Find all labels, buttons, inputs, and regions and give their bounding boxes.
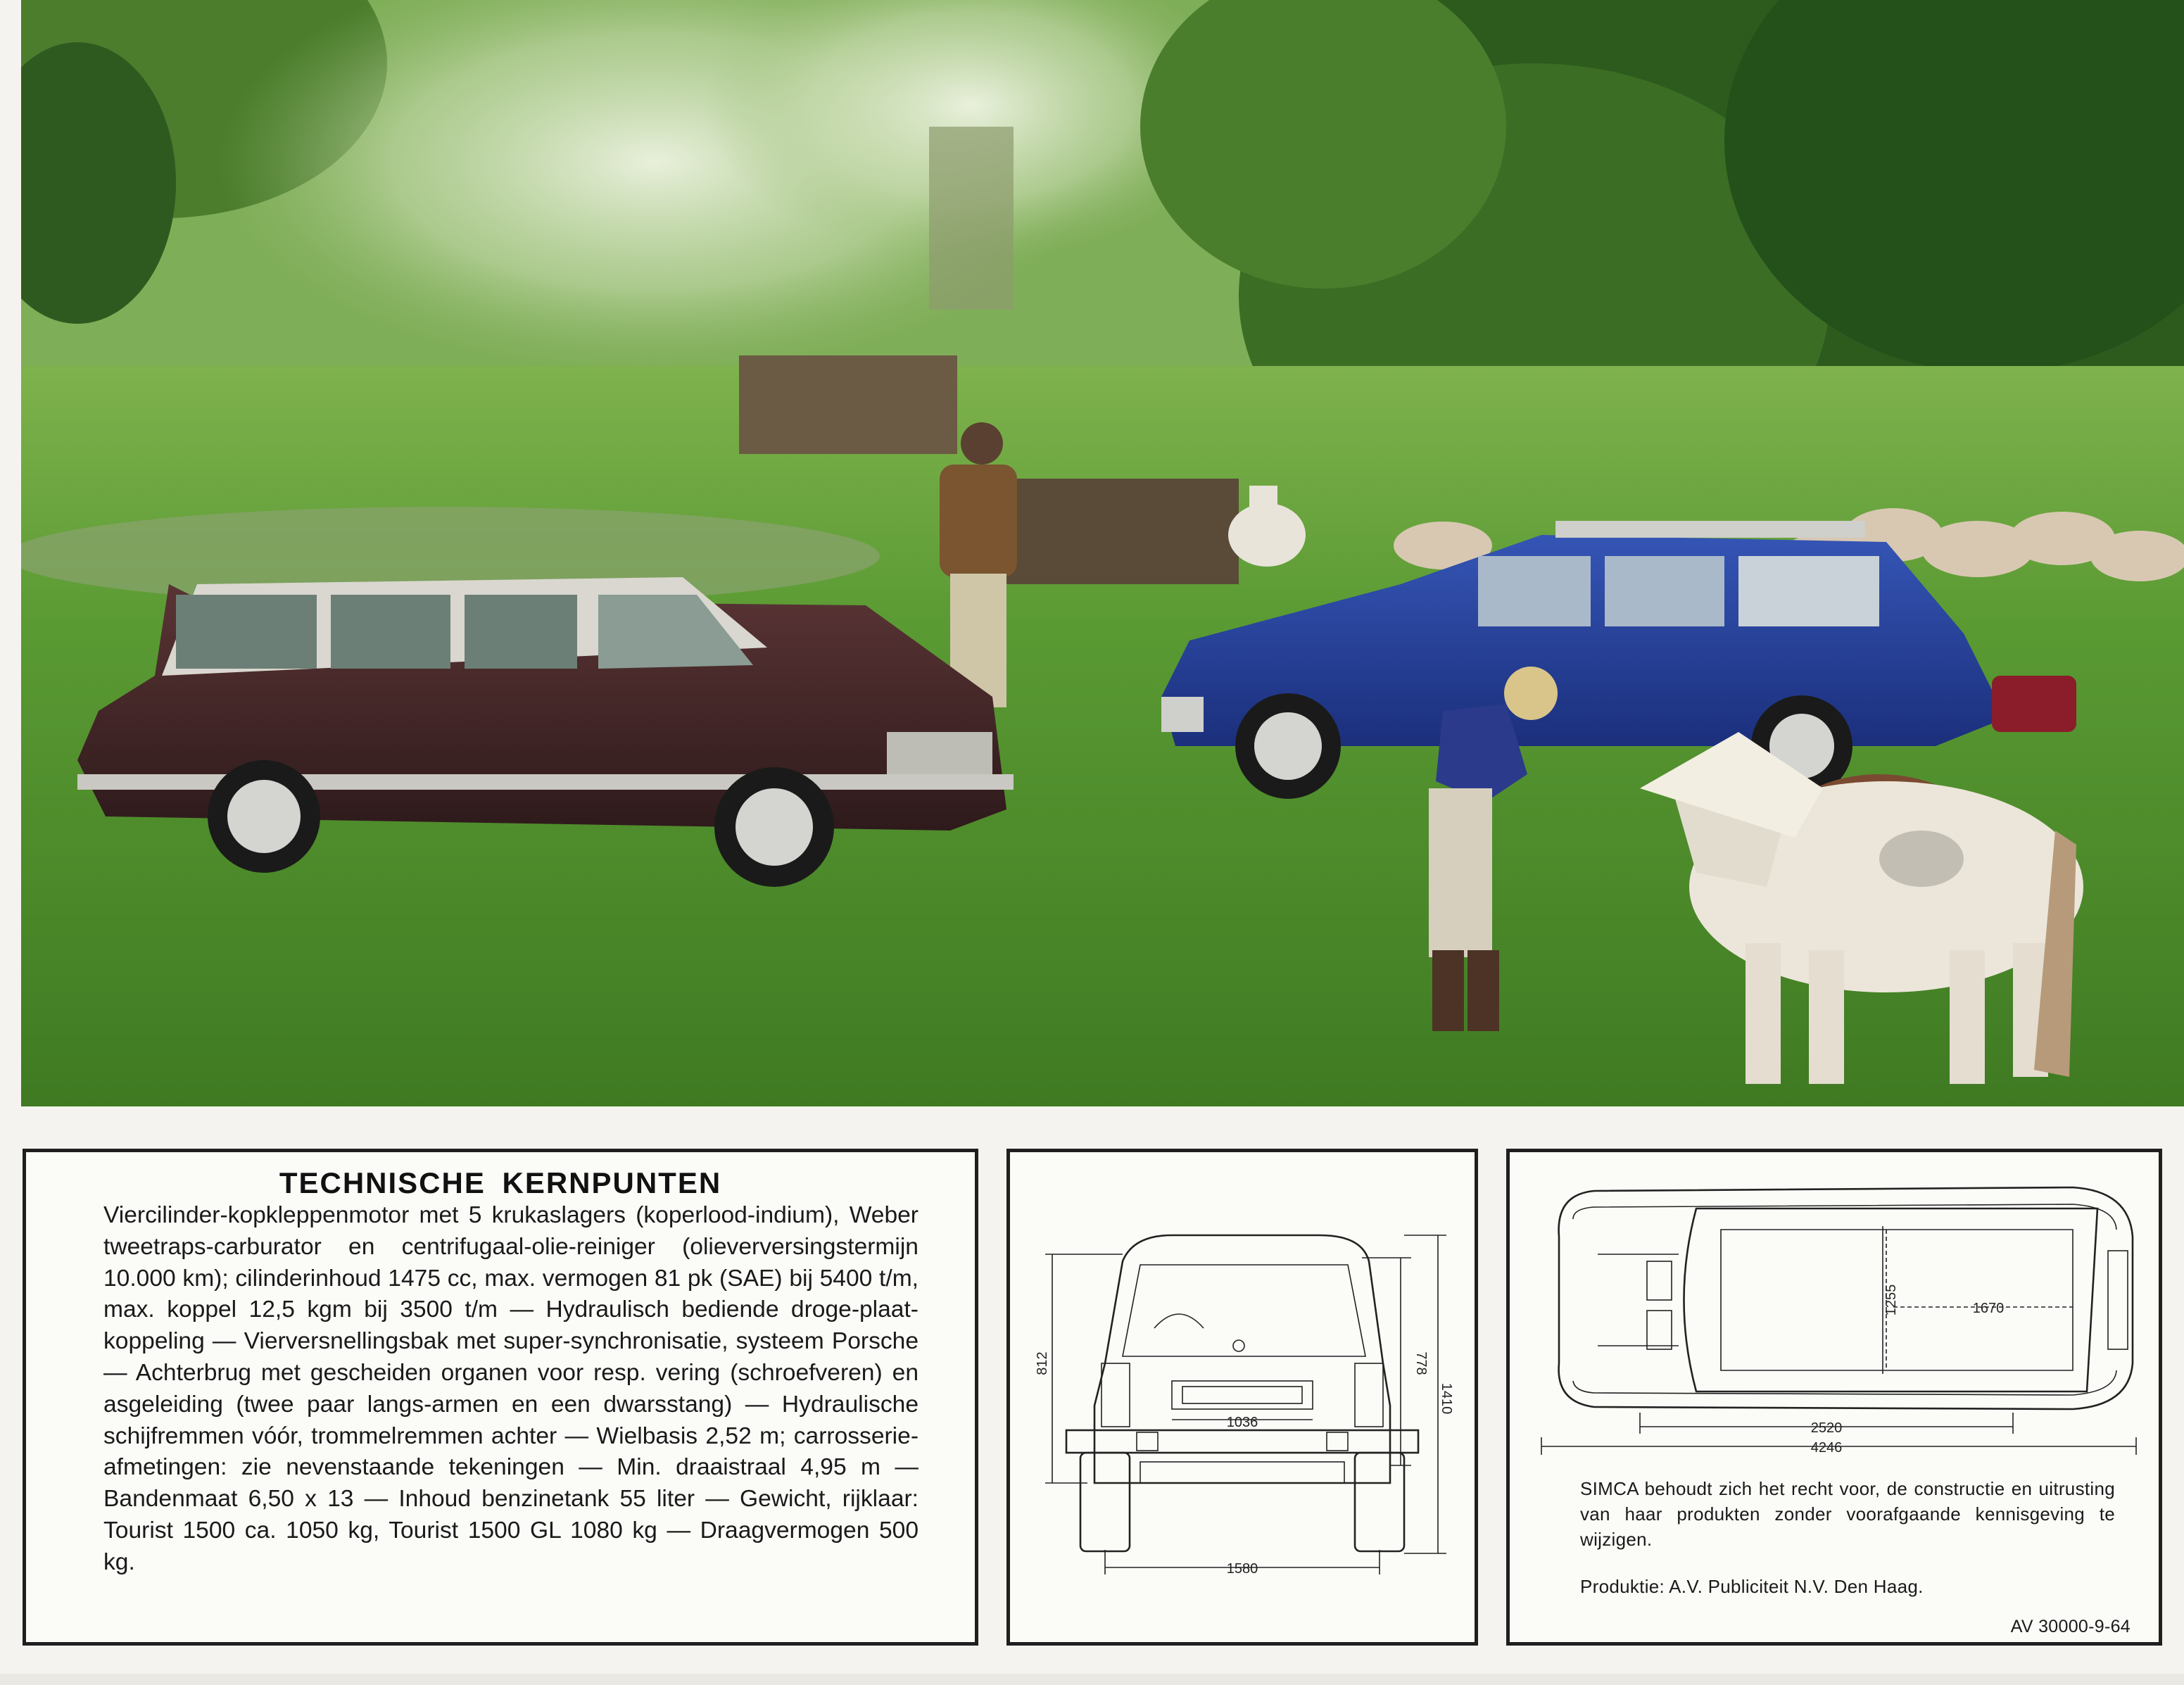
dim-total-height: 1410 [1439,1382,1454,1415]
disclaimer-text: SIMCA behoudt zich het recht voor, de constructie en uitrusting van haar produkten zonder voorafgaande kennisgeving te wijzigen. [1580,1478,2115,1550]
front-view-drawing [1010,1152,1475,1642]
top-view-drawing [1510,1152,2159,1462]
dim-height-right: 778 [1413,1351,1429,1375]
dim-inner-width: 1036 [1226,1415,1258,1430]
print-code: AV 30000-9-64 [2010,1617,2131,1636]
specs-paragraph: Viercilinder-kopkleppenmotor met 5 krukaslagers (koperlood-indium), Weber tweetraps-carburator en centrifugaal-olie-reiniger (olieverversingstermijn 10.000 km); cilinderinhoud 1475 cc, max. vermogen 81 pk (SAE) bij 5400 t/m, max. koppel 12,5 kgm bij 3500 t/m — Hydraulisch bediende droge-plaat-koppeling — Vierversnellingsbak met super-synchronisatie, systeem Porsche — Achterbrug met gescheiden organen voor resp. vering (schroefveren) en asgeleiding (twee paar langs-armen en een dwarsstang) — Hydraulische schijfremmen vóór, trommelremmen achter — Wielbasis 2,52 m; carrosserie-afmetingen: zie nevenstaande tekeningen — Min. draaistraal 4,95 m — Bandenmaat 6,50 x 13 — Inhoud benzinetank 55 liter — Gewicht, rijklaar: Tourist 1500 ca. 1050 kg, Tourist 1500 GL 1080 kg — Draagvermogen 500 kg. [103,1202,919,1575]
production-credit: Produktie: A.V. Publiciteit N.V. Den Haag. [1580,1576,1924,1597]
hero-photo [21,0,2184,1106]
dim-cargo-length: 1670 [1972,1301,2005,1316]
specs-title: TECHNISCHE KERNPUNTEN [279,1166,722,1199]
dim-wheelbase: 2520 [1810,1420,1843,1436]
dim-width: 1255 [1883,1284,1899,1316]
dim-track-width: 1580 [1226,1561,1258,1577]
front-view-panel [1006,1149,1478,1646]
dim-height-left: 812 [1035,1351,1050,1375]
dim-overall-length: 4246 [1810,1440,1843,1456]
top-view-panel [1506,1149,2162,1646]
specs-panel [23,1149,978,1646]
page-edge [0,1674,2184,1685]
specs-text [103,1200,919,1579]
